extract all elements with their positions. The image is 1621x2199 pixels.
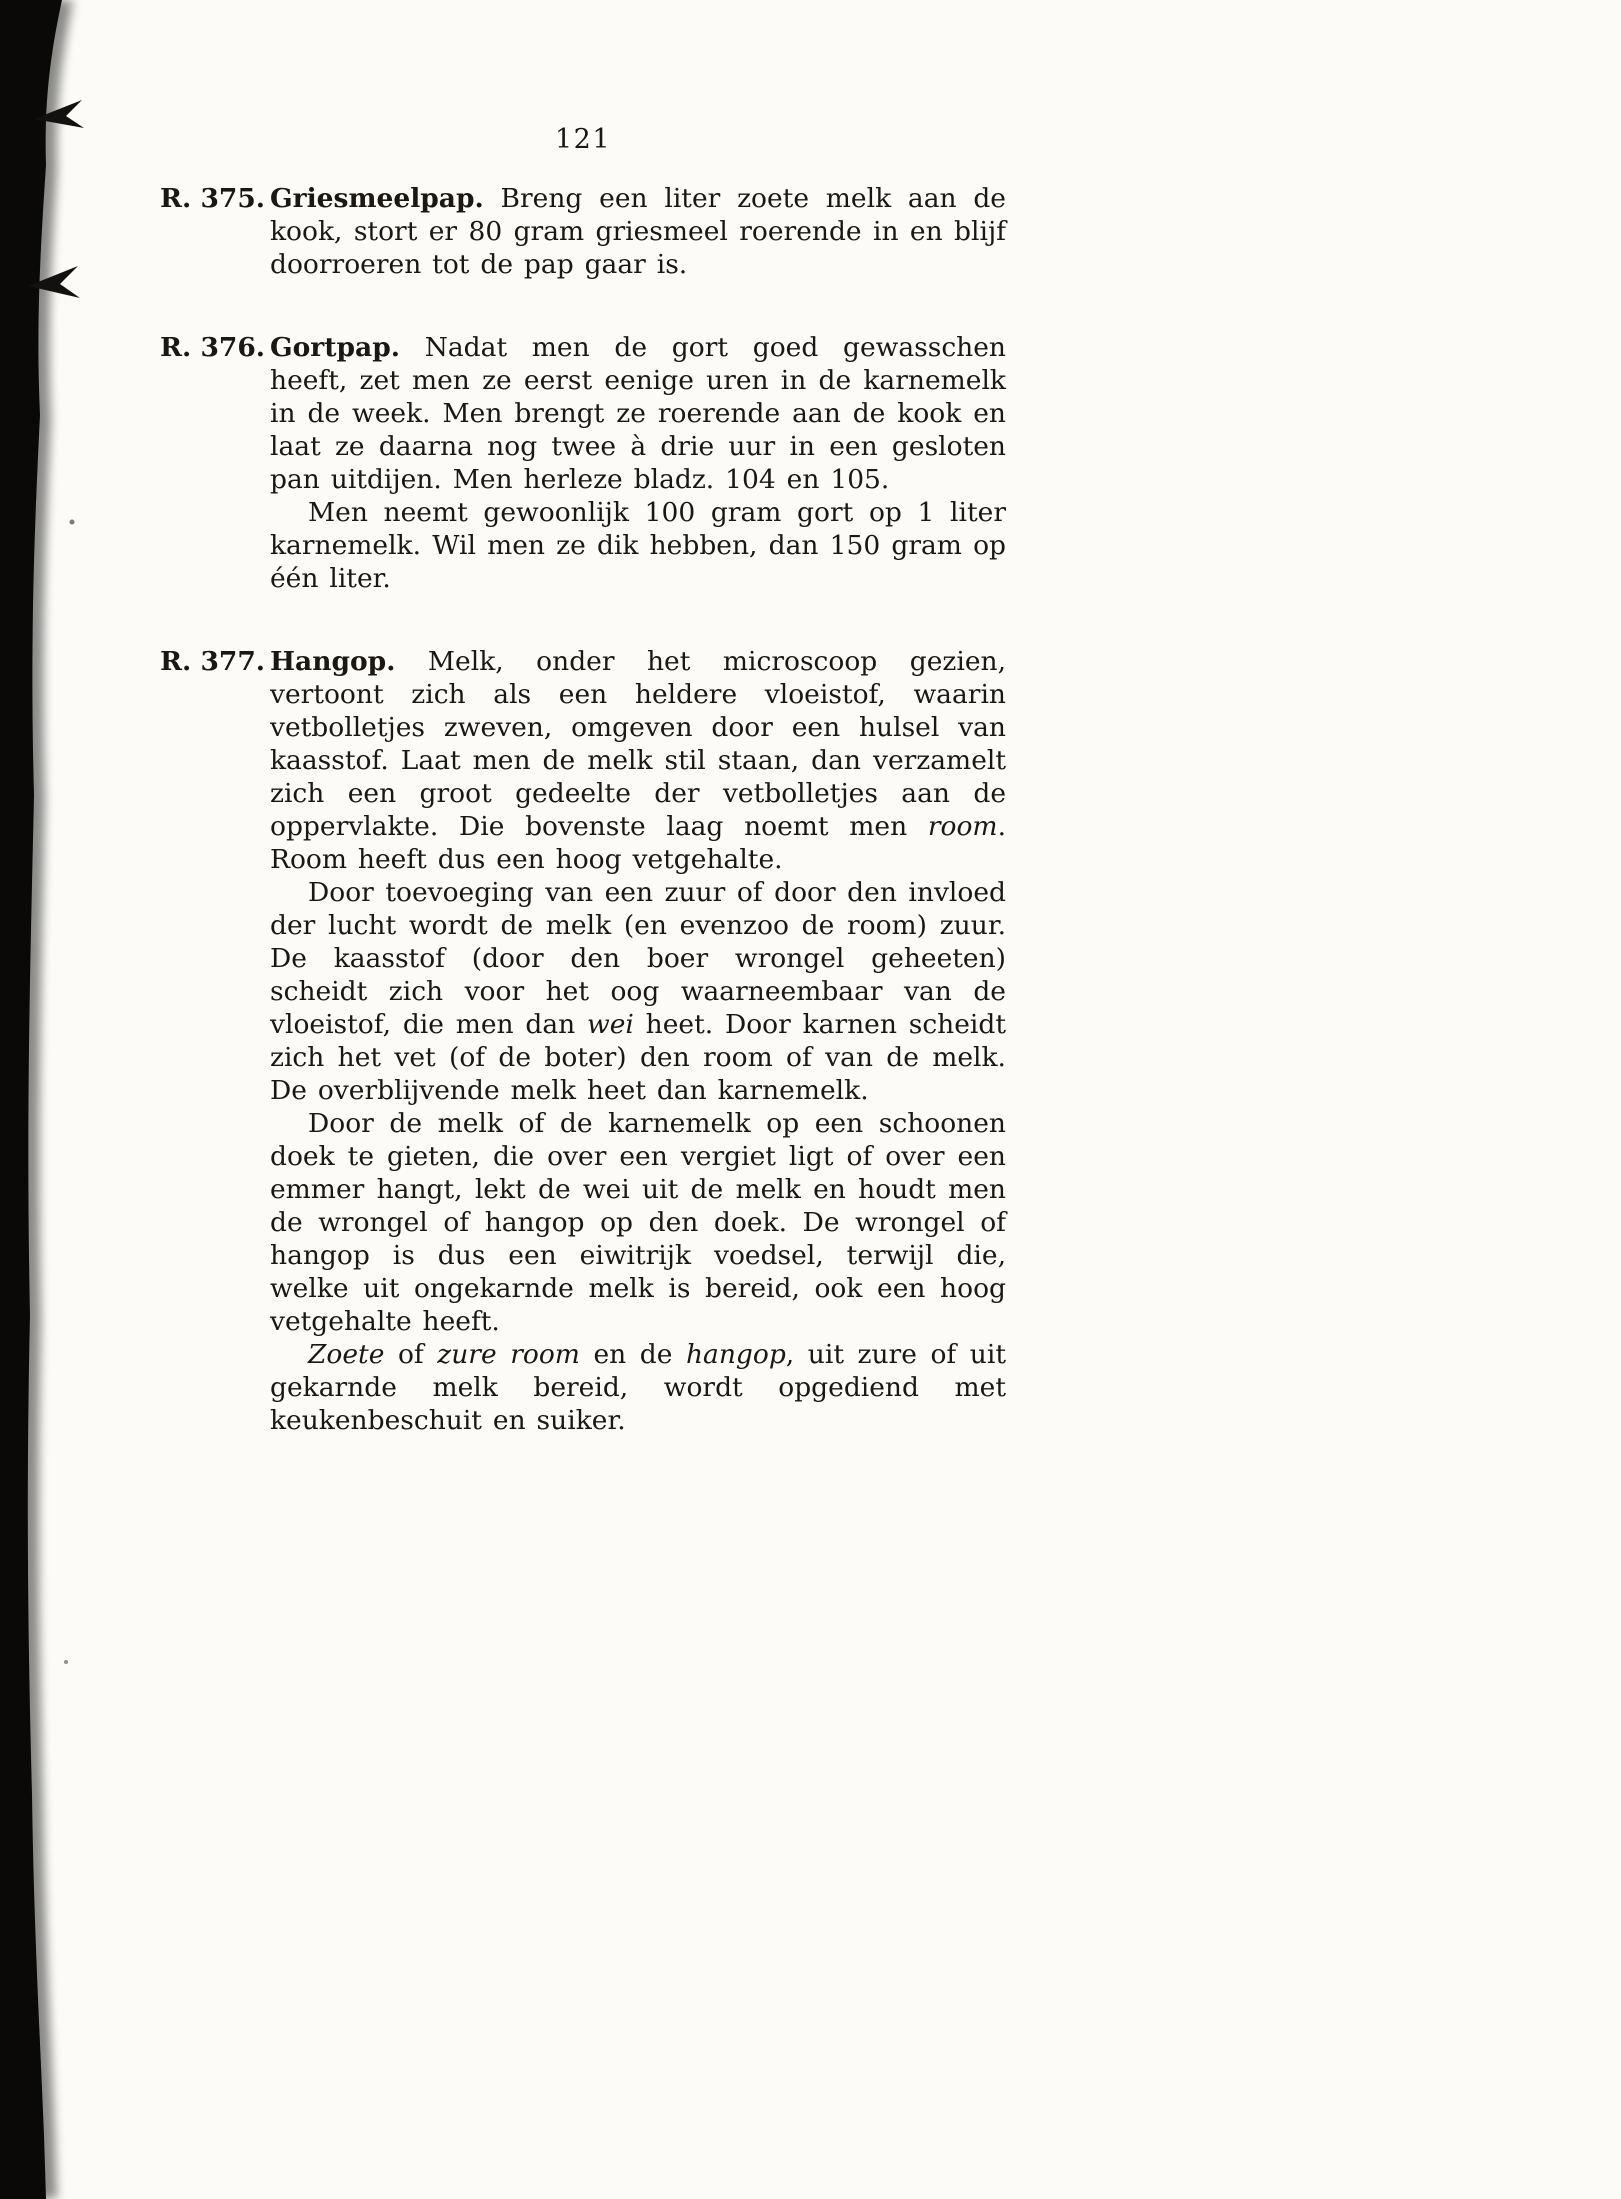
paragraph-text: Nadat men de gort goed gewasschen heeft, zet men ze eerst eenige uren in de karnemelk in de week. Men brengt ze roerende aan de kook en laat ze daarna nog twee à drie uur in een gesloten pan uitdijen. Men herleze bladz. 104 en 105.	[270, 332, 1006, 495]
paragraph-text: Melk, onder het microscoop gezien, vertoont zich als een heldere vloeistof, waarin vetbolletjes zweven, omgeven door een hulsel van kaasstof. Laat men de melk stil staan, dan verzamelt zich een groot gedeelte der vetbolletjes aan de oppervlakte. Die bovenste laag noemt men room. Room heeft dus een hoog vetgehalte.	[270, 646, 1006, 875]
recipe-ref: R. 377.	[160, 646, 266, 677]
recipe-paragraph	[270, 182, 1006, 281]
recipe-ref: R. 375.	[160, 183, 266, 214]
text-block	[160, 182, 1006, 1487]
binding-edge-shadow	[0, 0, 110, 2199]
recipe-paragraph: Men neemt gewoonlijk 100 gram gort op 1 liter karnemelk. Wil men ze dik hebben, dan 150 gram op één liter.	[270, 497, 1006, 594]
handwritten-arrow-mark	[28, 266, 80, 298]
recipe-title: Hangop.	[270, 646, 396, 677]
recipe-377	[160, 645, 1006, 1437]
recipe-title: Griesmeelpap.	[270, 183, 484, 214]
recipe-title: Gortpap.	[270, 332, 400, 363]
page-number: 121	[554, 124, 612, 155]
ink-speck	[70, 520, 75, 525]
recipe-paragraph: Door toevoeging van een zuur of door den invloed der lucht wordt de melk (en evenzoo de room) zuur. De kaasstof (door den boer wrongel geheeten) scheidt zich voor het oog waarneembaar van de vloeistof, die men dan wei heet. Door karnen scheidt zich het vet (of de boter) den room of van de melk. De overblijvende melk heet dan karnemelk.	[270, 877, 1006, 1106]
recipe-paragraph: Door de melk of de karnemelk op een schoonen doek te gieten, die over een vergiet ligt of over een emmer hangt, lekt de wei uit de melk en houdt men de wrongel of hangop op den doek. De wrongel of hangop is dus een eiwitrijk voedsel, terwijl die, welke uit ongekarnde melk is bereid, ook een hoog vetgehalte heeft.	[270, 1108, 1006, 1337]
recipe-375	[160, 182, 1006, 281]
recipe-paragraph	[270, 645, 1006, 876]
recipe-ref: R. 376.	[160, 332, 266, 363]
paragraph-text: Breng een liter zoete melk aan de kook, stort er 80 gram griesmeel roerende in en blijf doorroeren tot de pap gaar is.	[270, 183, 1006, 280]
binding-edge-ink	[0, 0, 62, 2199]
recipe-376	[160, 331, 1006, 595]
recipe-paragraph: Zoete of zure room en de hangop, uit zure of uit gekarnde melk bereid, wordt opgediend met keukenbeschuit en suiker.	[270, 1339, 1006, 1436]
recipe-paragraph	[270, 331, 1006, 496]
ink-speck	[64, 1660, 68, 1664]
handwritten-arrow-mark	[34, 100, 84, 128]
binding-edge-blur	[7, 0, 73, 2199]
